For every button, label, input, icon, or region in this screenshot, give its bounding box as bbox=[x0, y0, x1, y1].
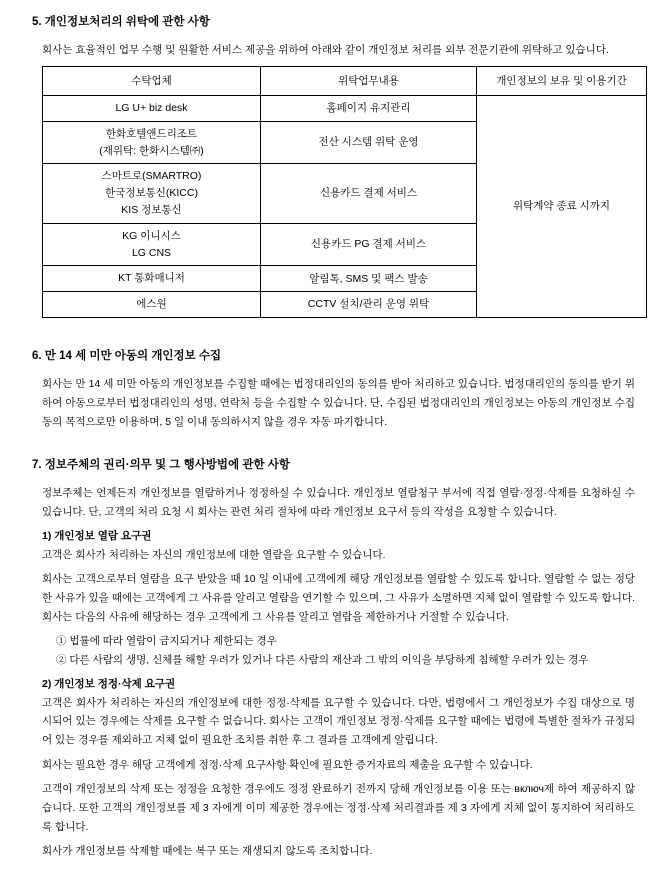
cell-task: 홈페이지 유지관리 bbox=[261, 95, 477, 121]
cell-vendor bbox=[43, 164, 261, 223]
section-5-title: 5. 개인정보처리의 위탁에 관한 사항 bbox=[32, 16, 210, 28]
cell-task: 알림톡, SMS 및 팩스 발송 bbox=[261, 266, 477, 292]
cell-vendor bbox=[43, 95, 261, 121]
vendor-line: 스마트로(SMARTRO) bbox=[101, 170, 202, 183]
vendor-line: LG CNS bbox=[131, 246, 172, 259]
section-5 bbox=[30, 14, 635, 318]
subsection-1-heading: 1) 개인정보 열람 요구권 bbox=[42, 529, 152, 542]
vendor-line: 한국정보통신(KICC) bbox=[105, 187, 198, 200]
cell-task: 신용카드 PG 결제 서비스 bbox=[261, 223, 477, 266]
subsection-1-paragraph-2: 회사는 고객으로부터 열람을 요구 받았을 때 10 일 이내에 고객에게 해당 개인정보를 열람할 수 있도록 합니다. 열람할 수 없는 정당한 사유가 있을 때에는 고객에게 그 사유를 알리고 열람을 연기할 수 있으며, 그 사유가 소멸하면 지체 없이 열람할 수 있도록 합니다. 회사는 다음의 사유에 해당하는 경우 고객에게 그 사유를 알리고 열람을 제한하거나 거절할 수 있습니다. bbox=[42, 573, 635, 623]
subsection-2-paragraph-4: 회사가 개인정보를 삭제할 때에는 복구 또는 재생되지 않도록 조치합니다. bbox=[42, 845, 373, 858]
cell-vendor bbox=[43, 223, 261, 266]
table-header-task: 위탁업무내용 bbox=[261, 66, 477, 95]
table-header-row bbox=[43, 66, 647, 95]
section-5-intro: 회사는 효율적인 업무 수행 및 원활한 서비스 제공을 위하여 아래와 같이 개인정보 처리를 외부 전문기관에 위탁하고 있습니다. bbox=[42, 44, 609, 57]
section-spacer bbox=[30, 322, 635, 348]
cell-vendor bbox=[43, 266, 261, 292]
subsection-2-heading: 2) 개인정보 정정·삭제 요구권 bbox=[42, 677, 176, 690]
table-header-retention: 개인정보의 보유 및 이용기간 bbox=[477, 66, 647, 95]
subsection-1-paragraph-1: 고객은 회사가 처리하는 자신의 개인정보에 대한 열람을 요구할 수 있습니다. bbox=[42, 548, 386, 561]
cell-task: 신용카드 결제 서비스 bbox=[261, 164, 477, 223]
vendor-line: LG U+ biz desk bbox=[115, 101, 188, 114]
table-row bbox=[43, 95, 647, 121]
subsection-2-paragraph-3: 고객이 개인정보의 삭제 또는 정정을 요청한 경우에도 정정 완료하기 전까지 당해 개인정보를 이용 또는 включ제 하여 제공하지 않습니다. 또한 고객의 개인정보를 제 3 자에게 이미 제공한 경우에는 정정·삭제 처리결과를 제 3 자에게 지체 없이 통지하여 처리하도록 합니다. bbox=[42, 783, 635, 833]
section-7-paragraph: 정보주체는 언제든지 개인정보를 열람하거나 정정하실 수 있습니다. 개인정보 열람청구 부서에 직접 열람·정정·삭제를 요청하실 수 있습니다. 단, 고객의 처리 요청 시 회사는 관련 처리 절차에 따라 개인정보 요구서 등의 작성을 요청할 수 있습니다. bbox=[42, 487, 635, 519]
delegation-table bbox=[42, 66, 647, 318]
vendor-line: KG 이니시스 bbox=[122, 229, 181, 242]
subsection-2-paragraph-2: 회사는 필요한 경우 해당 고객에게 정정·삭제 요구사항 확인에 필요한 증거자료의 제출을 요구할 수 있습니다. bbox=[42, 758, 533, 771]
section-spacer bbox=[30, 437, 635, 457]
vendor-line: 에스원 bbox=[136, 298, 167, 311]
list-item: ② 다른 사람의 생명, 신체를 해할 우려가 있거나 다른 사람의 재산과 그 밖의 이익을 부당하게 침해할 우려가 있는 경우 bbox=[56, 654, 589, 667]
cell-retention: 위탁계약 종료 시까지 bbox=[477, 95, 647, 317]
cell-vendor bbox=[43, 292, 261, 318]
list-item: ① 법률에 따라 열람이 금지되거나 제한되는 경우 bbox=[56, 635, 277, 648]
section-6-title: 6. 만 14 세 미만 아동의 개인정보 수집 bbox=[32, 349, 222, 362]
section-7-title: 7. 정보주체의 권리·의무 및 그 행사방법에 관한 사항 bbox=[32, 459, 290, 472]
section-7 bbox=[30, 457, 635, 861]
table-header-vendor: 수탁업체 bbox=[43, 66, 261, 95]
vendor-line: KIS 정보통신 bbox=[121, 203, 182, 216]
cell-task: 전산 시스템 위탁 운영 bbox=[261, 121, 477, 164]
section-6 bbox=[30, 348, 635, 431]
cell-task: CCTV 설치/관리 운영 위탁 bbox=[261, 292, 477, 318]
vendor-line: (재위탁: 한화시스템㈜) bbox=[99, 144, 204, 157]
vendor-line: 한화호텔앤드리조트 bbox=[105, 127, 198, 140]
section-6-paragraph: 회사는 만 14 세 미만 아동의 개인정보를 수집할 때에는 법정대리인의 동의를 받아 처리하고 있습니다. 법정대리인의 동의를 받기 위하여 아동으로부터 법정대리인의 성명, 연락처 등을 수집할 수 있습니다. 단, 수집된 법정대리인의 개인정보는 아동의 개인정보 수집 동의 목적으로만 이용하며, 5 일 이내 동의하시지 않을 경우 자동 파기합니다. bbox=[42, 378, 635, 428]
subsection-2-paragraph-1: 고객은 회사가 처리하는 자신의 개인정보에 대한 정정·삭제를 요구할 수 있습니다. 다만, 법령에서 그 개인정보가 수집 대상으로 명시되어 있는 경우에는 삭제를 요구할 수 없습니다. 회사는 고객이 개인정보 정정·삭제를 요구할 때에는 법령에 특별한 절차가 규정되어 있는 경우를 제외하고 지체 없이 필요한 조치를 취한 후 그 결과를 고객에게 알립니다. bbox=[42, 696, 635, 747]
vendor-line: KT 통화매니저 bbox=[118, 272, 185, 285]
cell-vendor bbox=[43, 121, 261, 164]
